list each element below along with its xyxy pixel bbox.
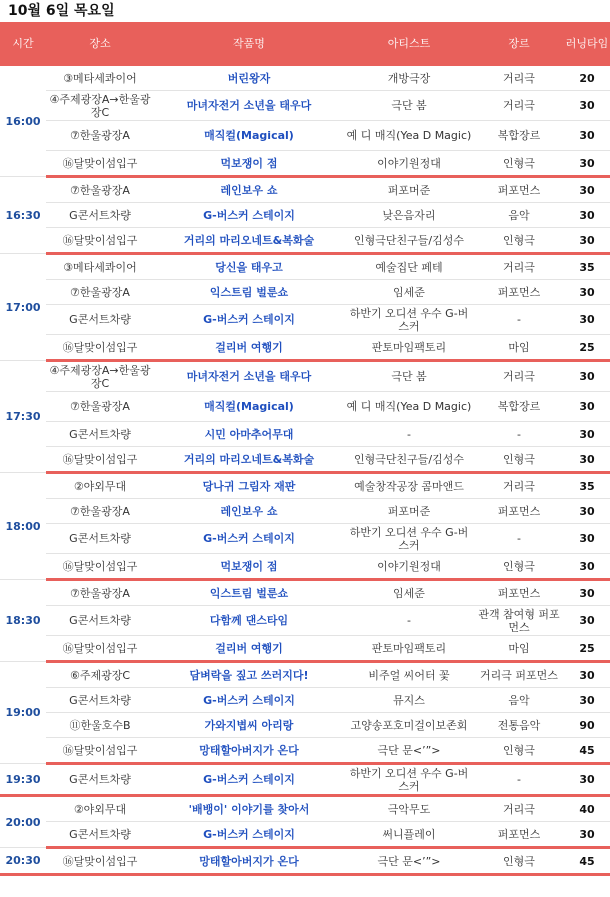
header-work: 작품명 bbox=[154, 22, 344, 66]
genre-cell: 퍼포먼스 bbox=[474, 280, 564, 305]
work-title: 레인보우 쇼 bbox=[154, 177, 344, 203]
artist-cell: 극단 봄 bbox=[344, 361, 474, 392]
artist-cell: 극단 봄 bbox=[344, 91, 474, 121]
schedule-body bbox=[0, 66, 610, 875]
artist-cell: 판토마임팩토리 bbox=[344, 636, 474, 662]
genre-cell: - bbox=[474, 305, 564, 335]
venue-cell: ⑯달맞이섬입구 bbox=[46, 335, 154, 361]
table-row bbox=[0, 151, 610, 177]
runtime-cell: 20 bbox=[564, 66, 610, 91]
venue-cell: ⑦한울광장A bbox=[46, 280, 154, 305]
time-slot: 17:30 bbox=[0, 361, 46, 473]
work-title: G-버스커 스테이지 bbox=[154, 764, 344, 796]
venue-cell: ⑦한울광장A bbox=[46, 121, 154, 151]
table-row bbox=[0, 524, 610, 554]
work-title: 담벼락을 짚고 쓰러지다! bbox=[154, 662, 344, 688]
header-genre: 장르 bbox=[474, 22, 564, 66]
time-slot: 16:30 bbox=[0, 177, 46, 254]
runtime-cell: 30 bbox=[564, 177, 610, 203]
work-title: 마녀자전거 소년을 태우다 bbox=[154, 91, 344, 121]
artist-cell: 하반기 오디션 우수 G-버스커 bbox=[344, 305, 474, 335]
genre-cell: 거리극 bbox=[474, 91, 564, 121]
table-row bbox=[0, 662, 610, 688]
work-title: 먹보쟁이 점 bbox=[154, 151, 344, 177]
artist-cell: 낮은음자리 bbox=[344, 203, 474, 228]
table-row bbox=[0, 822, 610, 848]
work-title: 당신을 태우고 bbox=[154, 254, 344, 280]
venue-cell: G콘서트차량 bbox=[46, 422, 154, 447]
runtime-cell: 30 bbox=[564, 305, 610, 335]
work-title: 당나귀 그림자 재판 bbox=[154, 473, 344, 499]
venue-cell: ⑦한울광장A bbox=[46, 499, 154, 524]
genre-cell: 거리극 bbox=[474, 361, 564, 392]
venue-cell: ⑥주제광장C bbox=[46, 662, 154, 688]
work-title: 레인보우 쇼 bbox=[154, 499, 344, 524]
work-title: 다함께 댄스타임 bbox=[154, 606, 344, 636]
venue-cell: ⑪한울호수B bbox=[46, 713, 154, 738]
runtime-cell: 45 bbox=[564, 848, 610, 875]
artist-cell: 예 디 매직(Yea D Magic) bbox=[344, 392, 474, 422]
runtime-cell: 30 bbox=[564, 361, 610, 392]
work-title: 망태할아버지가 온다 bbox=[154, 848, 344, 875]
venue-cell: ④주제광장A→한울광장C bbox=[46, 361, 154, 392]
runtime-cell: 30 bbox=[564, 688, 610, 713]
venue-cell: ⑯달맞이섬입구 bbox=[46, 151, 154, 177]
runtime-cell: 30 bbox=[564, 203, 610, 228]
runtime-cell: 45 bbox=[564, 738, 610, 764]
artist-cell: 예술집단 페테 bbox=[344, 254, 474, 280]
genre-cell: 음악 bbox=[474, 688, 564, 713]
runtime-cell: 30 bbox=[564, 151, 610, 177]
work-title: 매직컬(Magical) bbox=[154, 121, 344, 151]
work-title: 익스트림 벌룬쇼 bbox=[154, 580, 344, 606]
schedule-table bbox=[0, 22, 610, 876]
runtime-cell: 40 bbox=[564, 796, 610, 822]
table-row bbox=[0, 335, 610, 361]
work-title: G-버스커 스테이지 bbox=[154, 305, 344, 335]
time-slot: 18:30 bbox=[0, 580, 46, 662]
artist-cell: 임세준 bbox=[344, 280, 474, 305]
runtime-cell: 30 bbox=[564, 524, 610, 554]
venue-cell: ⑯달맞이섬입구 bbox=[46, 738, 154, 764]
genre-cell: - bbox=[474, 422, 564, 447]
artist-cell: 뮤지스 bbox=[344, 688, 474, 713]
table-row bbox=[0, 580, 610, 606]
table-row bbox=[0, 796, 610, 822]
genre-cell: 퍼포먼스 bbox=[474, 499, 564, 524]
artist-cell: 퍼포머준 bbox=[344, 177, 474, 203]
venue-cell: G콘서트차량 bbox=[46, 822, 154, 848]
genre-cell: 퍼포먼스 bbox=[474, 580, 564, 606]
table-row bbox=[0, 764, 610, 796]
work-title: G-버스커 스테이지 bbox=[154, 822, 344, 848]
genre-cell: 복합장르 bbox=[474, 121, 564, 151]
time-slot: 16:00 bbox=[0, 66, 46, 177]
venue-cell: ⑦한울광장A bbox=[46, 580, 154, 606]
artist-cell: 인형극단친구들/김성수 bbox=[344, 447, 474, 473]
work-title: 먹보쟁이 점 bbox=[154, 554, 344, 580]
work-title: 매직컬(Magical) bbox=[154, 392, 344, 422]
venue-cell: G콘서트차량 bbox=[46, 764, 154, 796]
artist-cell: 임세준 bbox=[344, 580, 474, 606]
artist-cell: 고양송포호미걸이보존회 bbox=[344, 713, 474, 738]
work-title: 걸리버 여행기 bbox=[154, 636, 344, 662]
header-venue: 장소 bbox=[46, 22, 154, 66]
time-slot: 19:30 bbox=[0, 764, 46, 796]
runtime-cell: 30 bbox=[564, 121, 610, 151]
table-row bbox=[0, 91, 610, 121]
artist-cell: 판토마임팩토리 bbox=[344, 335, 474, 361]
genre-cell: 인형극 bbox=[474, 228, 564, 254]
time-slot: 20:00 bbox=[0, 796, 46, 848]
venue-cell: ⑯달맞이섬입구 bbox=[46, 447, 154, 473]
table-row bbox=[0, 228, 610, 254]
table-row bbox=[0, 713, 610, 738]
venue-cell: ②야외무대 bbox=[46, 473, 154, 499]
table-row bbox=[0, 422, 610, 447]
artist-cell: 인형극단친구들/김성수 bbox=[344, 228, 474, 254]
time-slot: 19:00 bbox=[0, 662, 46, 764]
table-row bbox=[0, 305, 610, 335]
artist-cell: 써니플레이 bbox=[344, 822, 474, 848]
artist-cell: 극악무도 bbox=[344, 796, 474, 822]
venue-cell: ③메타세콰이어 bbox=[46, 254, 154, 280]
table-row bbox=[0, 606, 610, 636]
runtime-cell: 30 bbox=[564, 392, 610, 422]
genre-cell: 복합장르 bbox=[474, 392, 564, 422]
table-row bbox=[0, 688, 610, 713]
artist-cell: 이야기원정대 bbox=[344, 554, 474, 580]
artist-cell: 이야기원정대 bbox=[344, 151, 474, 177]
artist-cell: 비주얼 씨어터 꽃 bbox=[344, 662, 474, 688]
runtime-cell: 90 bbox=[564, 713, 610, 738]
genre-cell: - bbox=[474, 764, 564, 796]
genre-cell: 전통음악 bbox=[474, 713, 564, 738]
runtime-cell: 25 bbox=[564, 335, 610, 361]
artist-cell: 예술창작공장 콤마앤드 bbox=[344, 473, 474, 499]
genre-cell: 관객 참여형 퍼포먼스 bbox=[474, 606, 564, 636]
runtime-cell: 30 bbox=[564, 280, 610, 305]
runtime-cell: 30 bbox=[564, 422, 610, 447]
table-row bbox=[0, 554, 610, 580]
header-time: 시간 bbox=[0, 22, 46, 66]
table-row bbox=[0, 473, 610, 499]
venue-cell: G콘서트차량 bbox=[46, 688, 154, 713]
work-title: 가와지볍씨 아리랑 bbox=[154, 713, 344, 738]
genre-cell: 마임 bbox=[474, 335, 564, 361]
venue-cell: ⑯달맞이섬입구 bbox=[46, 228, 154, 254]
genre-cell: 인형극 bbox=[474, 738, 564, 764]
runtime-cell: 30 bbox=[564, 606, 610, 636]
artist-cell: - bbox=[344, 422, 474, 447]
work-title: G-버스커 스테이지 bbox=[154, 203, 344, 228]
genre-cell: 음악 bbox=[474, 203, 564, 228]
work-title: '배뱅이' 이야기를 찾아서 bbox=[154, 796, 344, 822]
genre-cell: 거리극 bbox=[474, 796, 564, 822]
work-title: 망태할아버지가 온다 bbox=[154, 738, 344, 764]
genre-cell: 거리극 bbox=[474, 254, 564, 280]
runtime-cell: 30 bbox=[564, 554, 610, 580]
artist-cell: 퍼포머준 bbox=[344, 499, 474, 524]
genre-cell: - bbox=[474, 524, 564, 554]
work-title: 거리의 마리오네트&복화술 bbox=[154, 447, 344, 473]
runtime-cell: 35 bbox=[564, 254, 610, 280]
venue-cell: G콘서트차량 bbox=[46, 606, 154, 636]
artist-cell: 예 디 매직(Yea D Magic) bbox=[344, 121, 474, 151]
table-row bbox=[0, 738, 610, 764]
venue-cell: G콘서트차량 bbox=[46, 203, 154, 228]
table-row bbox=[0, 636, 610, 662]
artist-cell: 극단 문<’”> bbox=[344, 848, 474, 875]
table-row bbox=[0, 848, 610, 875]
genre-cell: 인형극 bbox=[474, 554, 564, 580]
genre-cell: 거리극 bbox=[474, 66, 564, 91]
runtime-cell: 30 bbox=[564, 91, 610, 121]
venue-cell: ⑯달맞이섬입구 bbox=[46, 848, 154, 875]
venue-cell: ⑦한울광장A bbox=[46, 392, 154, 422]
runtime-cell: 30 bbox=[564, 580, 610, 606]
artist-cell: 하반기 오디션 우수 G-버스커 bbox=[344, 764, 474, 796]
table-row bbox=[0, 280, 610, 305]
venue-cell: ⑦한울광장A bbox=[46, 177, 154, 203]
runtime-cell: 30 bbox=[564, 499, 610, 524]
genre-cell: 인형극 bbox=[474, 848, 564, 875]
table-row bbox=[0, 499, 610, 524]
runtime-cell: 30 bbox=[564, 228, 610, 254]
artist-cell: 개방극장 bbox=[344, 66, 474, 91]
venue-cell: G콘서트차량 bbox=[46, 305, 154, 335]
work-title: 걸리버 여행기 bbox=[154, 335, 344, 361]
page-title: 10월 6일 목요일 bbox=[8, 3, 115, 19]
header-artist: 아티스트 bbox=[344, 22, 474, 66]
runtime-cell: 25 bbox=[564, 636, 610, 662]
runtime-cell: 35 bbox=[564, 473, 610, 499]
venue-cell: ②야외무대 bbox=[46, 796, 154, 822]
artist-cell: 하반기 오디션 우수 G-버스커 bbox=[344, 524, 474, 554]
venue-cell: G콘서트차량 bbox=[46, 524, 154, 554]
table-row bbox=[0, 361, 610, 392]
venue-cell: ⑯달맞이섬입구 bbox=[46, 636, 154, 662]
time-slot: 20:30 bbox=[0, 848, 46, 875]
work-title: 버린왕자 bbox=[154, 66, 344, 91]
runtime-cell: 30 bbox=[564, 662, 610, 688]
work-title: 마녀자전거 소년을 태우다 bbox=[154, 361, 344, 392]
work-title: 거리의 마리오네트&복화술 bbox=[154, 228, 344, 254]
genre-cell: 인형극 bbox=[474, 447, 564, 473]
table-row bbox=[0, 203, 610, 228]
genre-cell: 퍼포먼스 bbox=[474, 177, 564, 203]
table-row bbox=[0, 121, 610, 151]
genre-cell: 거리극 퍼포먼스 bbox=[474, 662, 564, 688]
header-runtime: 러닝타임 bbox=[564, 22, 610, 66]
table-row bbox=[0, 447, 610, 473]
work-title: 익스트림 벌룬쇼 bbox=[154, 280, 344, 305]
time-slot: 17:00 bbox=[0, 254, 46, 361]
work-title: 시민 아마추어무대 bbox=[154, 422, 344, 447]
work-title: G-버스커 스테이지 bbox=[154, 688, 344, 713]
artist-cell: 극단 문<’”> bbox=[344, 738, 474, 764]
table-row bbox=[0, 177, 610, 203]
venue-cell: ⑯달맞이섬입구 bbox=[46, 554, 154, 580]
genre-cell: 마임 bbox=[474, 636, 564, 662]
header-row bbox=[0, 22, 610, 66]
runtime-cell: 30 bbox=[564, 822, 610, 848]
time-slot: 18:00 bbox=[0, 473, 46, 580]
table-row bbox=[0, 66, 610, 91]
table-row bbox=[0, 254, 610, 280]
runtime-cell: 30 bbox=[564, 764, 610, 796]
runtime-cell: 30 bbox=[564, 447, 610, 473]
venue-cell: ④주제광장A→한울광장C bbox=[46, 91, 154, 121]
genre-cell: 퍼포먼스 bbox=[474, 822, 564, 848]
table-row bbox=[0, 392, 610, 422]
artist-cell: - bbox=[344, 606, 474, 636]
work-title: G-버스커 스테이지 bbox=[154, 524, 344, 554]
genre-cell: 인형극 bbox=[474, 151, 564, 177]
genre-cell: 거리극 bbox=[474, 473, 564, 499]
venue-cell: ③메타세콰이어 bbox=[46, 66, 154, 91]
